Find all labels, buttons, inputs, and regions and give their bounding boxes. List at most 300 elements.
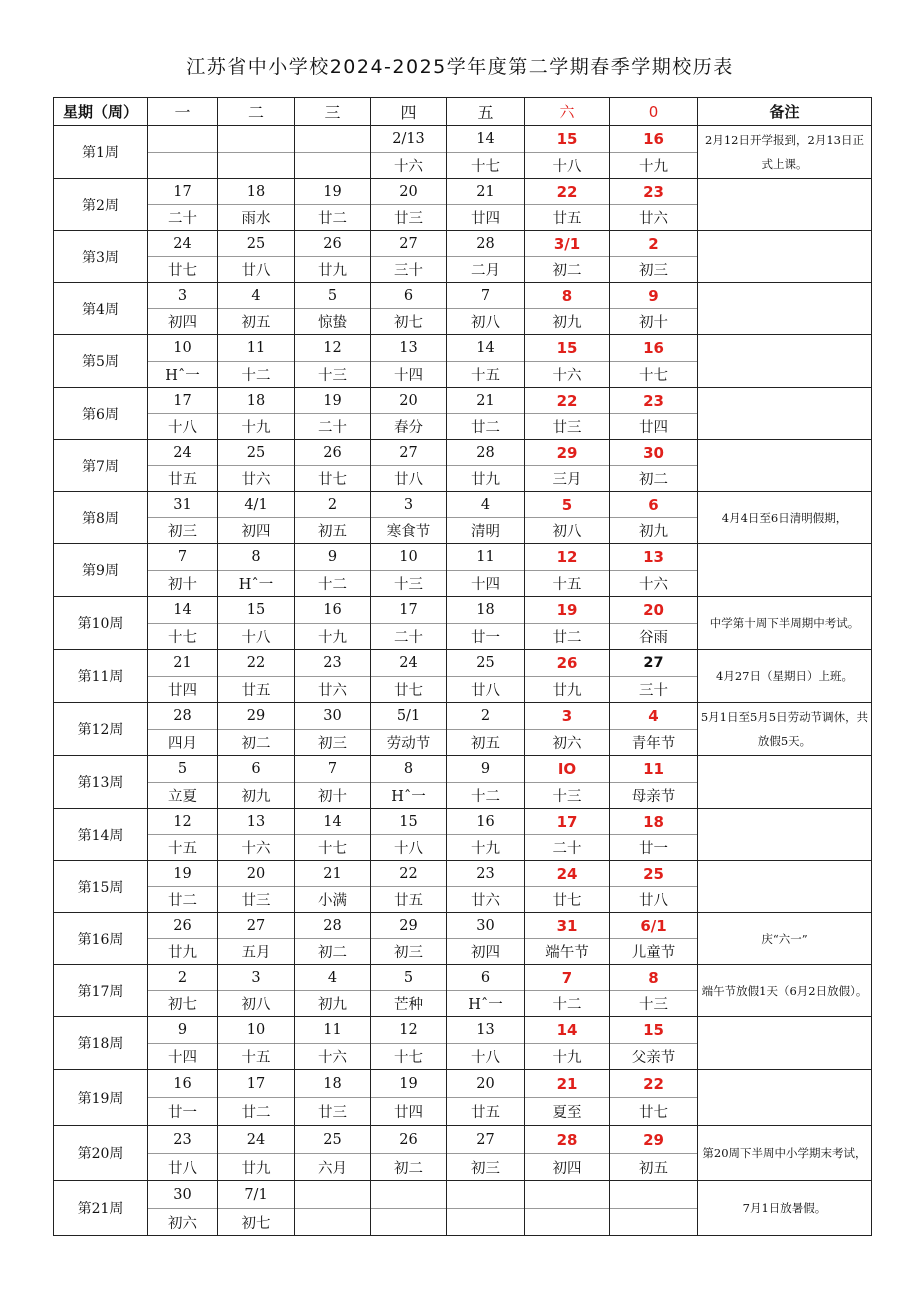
lunar-date-cell: 十二 (525, 991, 610, 1017)
date-cell: 18 (295, 1070, 371, 1098)
date-cell: 16 (447, 809, 525, 835)
week-row (54, 283, 872, 309)
week-label: 第8周 (54, 492, 148, 544)
lunar-date-cell: 廿五 (447, 1098, 525, 1126)
lunar-date-cell: 三月 (525, 466, 610, 492)
lunar-date-cell (295, 1209, 371, 1236)
week-row (54, 965, 872, 991)
lunar-date-cell: 雨水 (218, 205, 295, 231)
lunar-date-cell: 十七 (447, 153, 525, 179)
lunar-date-cell: 初二 (525, 257, 610, 283)
lunar-date-cell (218, 153, 295, 179)
lunar-date-cell (148, 153, 218, 179)
week-label: 第11周 (54, 650, 148, 703)
weekend-date-cell: 18 (610, 809, 698, 835)
lunar-date-cell: 十五 (218, 1044, 295, 1070)
date-cell: 27 (447, 1126, 525, 1154)
date-cell: 21 (447, 179, 525, 205)
lunar-date-cell: 廿三 (525, 414, 610, 440)
sunday-header: 0 (610, 98, 698, 126)
weekend-date-cell: 5 (525, 492, 610, 518)
lunar-date-cell: 廿四 (447, 205, 525, 231)
date-cell: 13 (371, 335, 447, 362)
lunar-date-cell: 廿七 (371, 677, 447, 703)
weekday-header: 一 (148, 98, 218, 126)
date-cell: 24 (148, 231, 218, 257)
date-cell: 9 (295, 544, 371, 571)
lunar-date-cell: 廿五 (371, 887, 447, 913)
lunar-date-cell: 廿三 (295, 1098, 371, 1126)
date-cell: 7 (447, 283, 525, 309)
lunar-date-cell: 十九 (610, 153, 698, 179)
date-cell: 19 (295, 388, 371, 414)
week-row (54, 440, 872, 466)
date-cell: 4 (295, 965, 371, 991)
week-row (54, 703, 872, 730)
week-label: 第5周 (54, 335, 148, 388)
weekend-date-cell: 12 (525, 544, 610, 571)
lunar-date-cell: 六月 (295, 1154, 371, 1181)
note-cell (698, 335, 872, 388)
lunar-date-cell: 廿七 (525, 887, 610, 913)
weekend-date-cell: 6 (610, 492, 698, 518)
weekday-header: 三 (295, 98, 371, 126)
lunar-date-cell: 谷雨 (610, 624, 698, 650)
lunar-date-cell: 惊蛰 (295, 309, 371, 335)
lunar-date-cell: 二十 (525, 835, 610, 861)
lunar-date-cell: Hˆ一 (218, 571, 295, 597)
lunar-date-cell: 初四 (525, 1154, 610, 1181)
date-cell: 4/1 (218, 492, 295, 518)
note-cell (698, 809, 872, 861)
lunar-date-cell: 十三 (295, 362, 371, 388)
date-cell: 21 (447, 388, 525, 414)
date-cell (295, 126, 371, 153)
date-cell: 2 (148, 965, 218, 991)
date-cell: 11 (447, 544, 525, 571)
date-cell: 27 (371, 231, 447, 257)
date-cell: 27 (218, 913, 295, 939)
lunar-date-cell: 十四 (371, 362, 447, 388)
lunar-date-cell: 初四 (218, 518, 295, 544)
lunar-date-cell: 廿六 (295, 677, 371, 703)
lunar-date-cell: 廿二 (525, 624, 610, 650)
lunar-date-cell: 廿二 (148, 887, 218, 913)
lunar-date-cell (295, 153, 371, 179)
date-cell (295, 1181, 371, 1209)
date-cell: 5 (371, 965, 447, 991)
date-cell: 18 (218, 179, 295, 205)
lunar-date-cell: 十七 (371, 1044, 447, 1070)
weekend-date-cell: 19 (525, 597, 610, 624)
lunar-date-cell: 寒食节 (371, 518, 447, 544)
lunar-date-cell: 十二 (295, 571, 371, 597)
lunar-date-cell: 廿二 (218, 1098, 295, 1126)
lunar-date-cell: 端午节 (525, 939, 610, 965)
date-cell: 9 (148, 1017, 218, 1044)
weekend-date-cell: 29 (525, 440, 610, 466)
lunar-date-cell: 廿八 (371, 466, 447, 492)
lunar-date-cell: 廿八 (148, 1154, 218, 1181)
lunar-date-cell: 二十 (295, 414, 371, 440)
weekend-date-cell: 16 (610, 126, 698, 153)
weekend-date-cell: 8 (525, 283, 610, 309)
lunar-date-cell: 三十 (610, 677, 698, 703)
lunar-date-cell: 廿九 (295, 257, 371, 283)
week-row (54, 126, 872, 153)
lunar-date-cell: 十八 (218, 624, 295, 650)
date-cell: 21 (148, 650, 218, 677)
lunar-date-cell: 廿四 (610, 414, 698, 440)
date-cell: 10 (218, 1017, 295, 1044)
date-cell: 24 (148, 440, 218, 466)
week-label: 第21周 (54, 1181, 148, 1236)
date-cell: 5 (295, 283, 371, 309)
date-cell: 24 (371, 650, 447, 677)
note-cell (698, 388, 872, 440)
note-cell (698, 756, 872, 809)
date-cell: 14 (295, 809, 371, 835)
week-row (54, 1017, 872, 1044)
date-cell: 20 (371, 179, 447, 205)
date-cell: 17 (371, 597, 447, 624)
weekend-date-cell: 28 (525, 1126, 610, 1154)
lunar-date-cell: 廿五 (148, 466, 218, 492)
date-cell: 3 (218, 965, 295, 991)
lunar-date-cell: 十六 (525, 362, 610, 388)
weekend-date-cell: IO (525, 756, 610, 783)
lunar-date-cell: 父亲节 (610, 1044, 698, 1070)
lunar-date-cell: 廿一 (610, 835, 698, 861)
lunar-date-cell: 十八 (148, 414, 218, 440)
date-cell: 8 (371, 756, 447, 783)
weekday-header: 二 (218, 98, 295, 126)
date-cell: 19 (148, 861, 218, 887)
date-cell: 19 (371, 1070, 447, 1098)
week-row (54, 597, 872, 624)
date-cell: 26 (148, 913, 218, 939)
weekend-date-cell: 2 (610, 231, 698, 257)
week-row (54, 231, 872, 257)
lunar-date-cell: 十三 (610, 991, 698, 1017)
weekend-date-cell: 22 (525, 388, 610, 414)
lunar-date-cell: 初二 (218, 730, 295, 756)
date-cell: 10 (371, 544, 447, 571)
weekend-date-cell: 15 (525, 335, 610, 362)
weekend-date-cell (610, 1181, 698, 1209)
lunar-date-cell: 初四 (447, 939, 525, 965)
weekend-date-cell: 17 (525, 809, 610, 835)
lunar-date-cell: 初十 (295, 783, 371, 809)
date-cell: 3 (371, 492, 447, 518)
weekend-date-cell: 16 (610, 335, 698, 362)
note-cell: 庆“六一” (698, 913, 872, 965)
lunar-date-cell: 四月 (148, 730, 218, 756)
lunar-date-cell: 初十 (148, 571, 218, 597)
date-cell: 26 (295, 440, 371, 466)
lunar-date-cell: 初三 (295, 730, 371, 756)
date-cell: 6 (447, 965, 525, 991)
weekend-date-cell: 26 (525, 650, 610, 677)
date-cell: 7 (148, 544, 218, 571)
lunar-date-cell: 十七 (295, 835, 371, 861)
week-label: 第13周 (54, 756, 148, 809)
lunar-date-cell: 廿八 (610, 887, 698, 913)
date-cell: 11 (218, 335, 295, 362)
week-row (54, 335, 872, 362)
week-label: 第9周 (54, 544, 148, 597)
lunar-date-cell: 廿七 (148, 257, 218, 283)
lunar-date-cell: 廿七 (295, 466, 371, 492)
week-row (54, 809, 872, 835)
lunar-date-cell: 立夏 (148, 783, 218, 809)
note-cell: 5月1日至5月5日劳动节调休，共放假5天。 (698, 703, 872, 756)
lunar-date-cell: 劳动节 (371, 730, 447, 756)
date-cell: 7 (295, 756, 371, 783)
date-cell: 30 (295, 703, 371, 730)
saturday-header: 六 (525, 98, 610, 126)
note-cell (698, 1070, 872, 1126)
weekend-date-cell: 25 (610, 861, 698, 887)
date-cell: 23 (148, 1126, 218, 1154)
weekend-date-cell: 11 (610, 756, 698, 783)
lunar-date-cell: 十九 (525, 1044, 610, 1070)
date-cell: 25 (447, 650, 525, 677)
date-cell: 20 (447, 1070, 525, 1098)
lunar-date-cell: 十五 (148, 835, 218, 861)
date-cell: 29 (218, 703, 295, 730)
date-cell: 2 (447, 703, 525, 730)
week-label: 第4周 (54, 283, 148, 335)
lunar-date-cell: 青年节 (610, 730, 698, 756)
lunar-date-cell: 春分 (371, 414, 447, 440)
date-cell: 6 (371, 283, 447, 309)
date-cell: 12 (295, 335, 371, 362)
weekend-date-cell (525, 1181, 610, 1209)
date-cell: 24 (218, 1126, 295, 1154)
lunar-date-cell: 十七 (148, 624, 218, 650)
lunar-date-cell: 初三 (610, 257, 698, 283)
note-cell: 2月12日开学报到，2月13日正式上课。 (698, 126, 872, 179)
date-cell: 25 (295, 1126, 371, 1154)
week-label: 第6周 (54, 388, 148, 440)
note-cell: 4月27日（星期日）上班。 (698, 650, 872, 703)
lunar-date-cell: 初二 (295, 939, 371, 965)
lunar-date-cell: 初八 (447, 309, 525, 335)
weekend-date-cell: 9 (610, 283, 698, 309)
lunar-date-cell: 廿四 (148, 677, 218, 703)
lunar-date-cell: 初九 (610, 518, 698, 544)
date-cell: 25 (218, 440, 295, 466)
date-cell: 31 (148, 492, 218, 518)
school-calendar-table (53, 97, 872, 1236)
lunar-date-cell (447, 1209, 525, 1236)
weekend-date-cell: 22 (610, 1070, 698, 1098)
week-row (54, 179, 872, 205)
date-cell: 5/1 (371, 703, 447, 730)
lunar-date-cell: 初八 (525, 518, 610, 544)
lunar-date-cell: Hˆ一 (148, 362, 218, 388)
lunar-date-cell: Hˆ一 (447, 991, 525, 1017)
lunar-date-cell: 初七 (148, 991, 218, 1017)
lunar-date-cell (525, 1209, 610, 1236)
weekend-date-cell: 14 (525, 1017, 610, 1044)
date-cell: 29 (371, 913, 447, 939)
week-label: 第16周 (54, 913, 148, 965)
date-cell: 16 (295, 597, 371, 624)
week-label: 第2周 (54, 179, 148, 231)
lunar-date-cell: 十八 (525, 153, 610, 179)
weekend-date-cell: 24 (525, 861, 610, 887)
lunar-date-cell: 廿一 (447, 624, 525, 650)
week-label: 第7周 (54, 440, 148, 492)
lunar-date-cell: 十四 (447, 571, 525, 597)
week-label: 第1周 (54, 126, 148, 179)
date-cell: 14 (447, 126, 525, 153)
week-row (54, 1181, 872, 1209)
lunar-date-cell: 初二 (610, 466, 698, 492)
date-cell: 23 (447, 861, 525, 887)
lunar-date-cell: 二十 (371, 624, 447, 650)
date-cell: 26 (371, 1126, 447, 1154)
weekend-date-cell: 15 (525, 126, 610, 153)
lunar-date-cell: 初六 (525, 730, 610, 756)
lunar-date-cell: 初五 (218, 309, 295, 335)
date-cell: 18 (447, 597, 525, 624)
week-row (54, 650, 872, 677)
week-label: 第20周 (54, 1126, 148, 1181)
date-cell: 19 (295, 179, 371, 205)
date-cell: 17 (148, 179, 218, 205)
lunar-date-cell: 廿三 (371, 205, 447, 231)
weekend-date-cell: 3 (525, 703, 610, 730)
date-cell: 30 (447, 913, 525, 939)
week-label: 第19周 (54, 1070, 148, 1126)
note-cell (698, 1017, 872, 1070)
lunar-date-cell: 廿二 (295, 205, 371, 231)
date-cell: 22 (218, 650, 295, 677)
date-cell: 13 (218, 809, 295, 835)
week-label: 第10周 (54, 597, 148, 650)
date-cell: 10 (148, 335, 218, 362)
week-row (54, 861, 872, 887)
lunar-date-cell: 十七 (610, 362, 698, 388)
lunar-date-cell: 十九 (447, 835, 525, 861)
lunar-date-cell: 十八 (447, 1044, 525, 1070)
weekend-date-cell: 13 (610, 544, 698, 571)
lunar-date-cell: 五月 (218, 939, 295, 965)
weekday-header: 四 (371, 98, 447, 126)
date-cell: 9 (447, 756, 525, 783)
note-cell: 7月1日放暑假。 (698, 1181, 872, 1236)
date-cell: 3 (148, 283, 218, 309)
date-cell: 28 (447, 440, 525, 466)
lunar-date-cell: 十二 (447, 783, 525, 809)
weekend-date-cell: 8 (610, 965, 698, 991)
lunar-date-cell: 廿六 (610, 205, 698, 231)
date-cell: 28 (148, 703, 218, 730)
date-cell: 30 (148, 1181, 218, 1209)
note-cell (698, 544, 872, 597)
date-cell: 28 (447, 231, 525, 257)
date-cell: 13 (447, 1017, 525, 1044)
date-cell: 20 (371, 388, 447, 414)
note-cell (698, 440, 872, 492)
weekday-header: 五 (447, 98, 525, 126)
date-cell: 16 (148, 1070, 218, 1098)
weekend-date-cell: 6/1 (610, 913, 698, 939)
date-cell: 12 (371, 1017, 447, 1044)
date-cell: 2 (295, 492, 371, 518)
date-cell: 11 (295, 1017, 371, 1044)
date-cell: 14 (447, 335, 525, 362)
lunar-date-cell: 廿四 (371, 1098, 447, 1126)
week-row (54, 913, 872, 939)
week-label: 第18周 (54, 1017, 148, 1070)
lunar-date-cell: 夏至 (525, 1098, 610, 1126)
weekend-date-cell: 20 (610, 597, 698, 624)
lunar-date-cell: 廿八 (447, 677, 525, 703)
weekend-date-cell: 21 (525, 1070, 610, 1098)
notes-column-header: 备注 (698, 98, 872, 126)
lunar-date-cell (610, 1209, 698, 1236)
weekend-date-cell: 23 (610, 179, 698, 205)
date-cell: 12 (148, 809, 218, 835)
lunar-date-cell: 三十 (371, 257, 447, 283)
weekend-date-cell: 31 (525, 913, 610, 939)
lunar-date-cell: 初七 (218, 1209, 295, 1236)
lunar-date-cell: 廿五 (218, 677, 295, 703)
lunar-date-cell: 廿七 (610, 1098, 698, 1126)
lunar-date-cell: 初八 (218, 991, 295, 1017)
date-cell (218, 126, 295, 153)
weekend-date-cell: 22 (525, 179, 610, 205)
date-cell: 18 (218, 388, 295, 414)
weekend-date-cell: 7 (525, 965, 610, 991)
lunar-date-cell: 廿九 (447, 466, 525, 492)
date-cell: 22 (371, 861, 447, 887)
lunar-date-cell: 廿八 (218, 257, 295, 283)
date-cell: 2/13 (371, 126, 447, 153)
note-cell: 第20周下半周中小学期末考试， (698, 1126, 872, 1181)
weekend-date-cell: 30 (610, 440, 698, 466)
date-cell: 4 (218, 283, 295, 309)
date-cell: 14 (148, 597, 218, 624)
page-title: 江苏省中小学校2024-2025学年度第二学期春季学期校历表 (186, 56, 734, 78)
weekend-date-cell: 15 (610, 1017, 698, 1044)
week-label: 第17周 (54, 965, 148, 1017)
lunar-date-cell: 儿童节 (610, 939, 698, 965)
date-cell: 4 (447, 492, 525, 518)
weekend-date-cell: 23 (610, 388, 698, 414)
lunar-date-cell: 十三 (371, 571, 447, 597)
date-cell: 17 (148, 388, 218, 414)
date-cell: 21 (295, 861, 371, 887)
week-label: 第12周 (54, 703, 148, 756)
lunar-date-cell: 初五 (447, 730, 525, 756)
lunar-date-cell: 十八 (371, 835, 447, 861)
lunar-date-cell: 二十 (148, 205, 218, 231)
note-cell (698, 179, 872, 231)
lunar-date-cell: 初七 (371, 309, 447, 335)
lunar-date-cell: 廿九 (525, 677, 610, 703)
date-cell (148, 126, 218, 153)
lunar-date-cell: 十五 (447, 362, 525, 388)
lunar-date-cell: 初四 (148, 309, 218, 335)
week-row (54, 1070, 872, 1098)
week-row (54, 1126, 872, 1154)
date-cell (447, 1181, 525, 1209)
